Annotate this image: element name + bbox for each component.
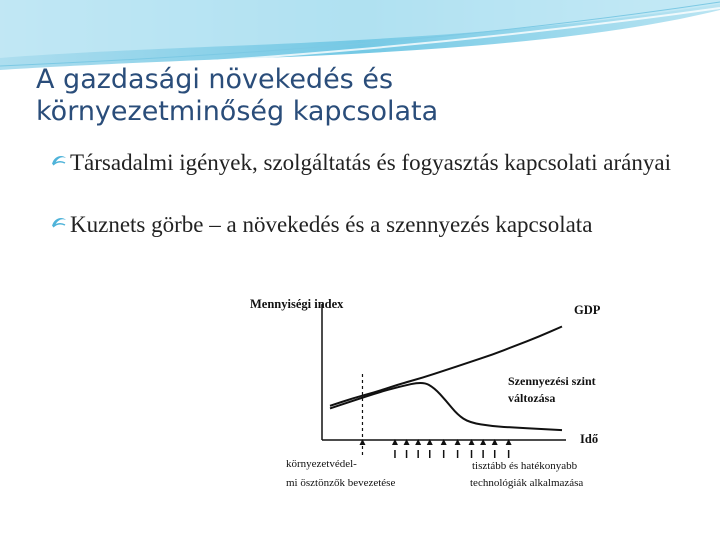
intervention-arrow xyxy=(415,439,421,458)
bullet-text: Társadalmi igények, szolgáltatás és fogyasztás kapcsolati arányai xyxy=(70,150,671,175)
bullet-item xyxy=(50,210,712,239)
intervention-arrow xyxy=(392,439,398,458)
intervention-arrow xyxy=(469,439,475,458)
slide-title xyxy=(36,64,696,129)
annotation-label: technológiák alkalmazása xyxy=(470,477,584,489)
intervention-arrow xyxy=(455,439,461,458)
title-line-2: környezetminőség kapcsolata xyxy=(36,96,439,128)
bullet-item xyxy=(50,148,712,177)
header-swoosh-decoration xyxy=(0,0,720,70)
annotation-label: környezetvédel- xyxy=(286,458,357,470)
x-axis-label: Idő xyxy=(580,432,599,446)
series-label-pollution-line1: Szennyezési szint xyxy=(508,374,596,388)
series-label-gdp: GDP xyxy=(574,303,601,317)
intervention-arrow xyxy=(427,439,433,458)
intervention-arrow xyxy=(359,374,365,458)
y-axis-label: Mennyiségi index xyxy=(250,297,344,311)
intervention-arrow xyxy=(492,439,498,458)
annotation-label: mi ösztönzők bevezetése xyxy=(286,477,396,489)
title-line-1: A gazdasági növekedés és xyxy=(36,64,394,95)
series-label-pollution-line2: változása xyxy=(508,391,556,405)
intervention-arrow xyxy=(480,439,486,458)
kuznets-chart xyxy=(240,264,662,514)
bullet-swirl-icon xyxy=(50,214,68,230)
intervention-arrow xyxy=(441,439,447,458)
bullet-swirl-icon xyxy=(50,152,68,168)
annotation-label: tisztább és hatékonyabb xyxy=(472,460,578,472)
bullet-text: Kuznets görbe – a növekedés és a szennyezés kapcsolata xyxy=(70,212,593,237)
intervention-arrow xyxy=(506,439,512,458)
intervention-arrow xyxy=(404,439,410,458)
